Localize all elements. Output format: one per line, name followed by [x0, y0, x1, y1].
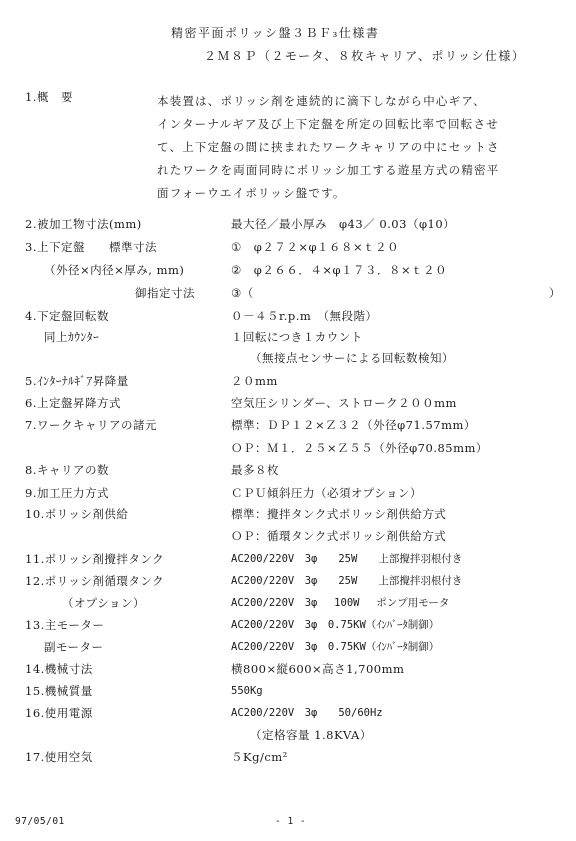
item-value: 標準：ＤＰ１２×Ｚ３２（外径φ71.57mm） — [231, 418, 476, 432]
item-value: ＯＰ：循環タンク式ポリッシ剤供給方式 — [231, 529, 447, 543]
overview-label: 1.概 要 — [25, 90, 73, 104]
overview-paragraph — [157, 90, 562, 205]
item-label: 14.機械寸法 — [25, 662, 93, 676]
item-value: 標準：攪拌タンク式ポリッシ剤供給方式 — [231, 507, 447, 521]
item-value: ② φ２６６．４×φ１７３．８×ｔ２０ — [231, 263, 448, 277]
item-value: ２０mm — [231, 374, 278, 388]
item-sublabel: （外径×内径×厚み, mm) — [44, 263, 185, 277]
item-value: AC200/220V 3φ 25W 上部攪拌羽根付き — [231, 575, 463, 587]
item-value: 最大径／最小厚み φ43／ 0.03（φ10） — [231, 217, 456, 231]
item-sublabel: （オプション） — [62, 596, 145, 610]
item-sublabel: 同上ｶｳﾝﾀｰ — [44, 330, 100, 344]
item-value-closing: ） — [549, 286, 561, 300]
item-value: 最多８枚 — [231, 463, 279, 477]
item-label: 3.上下定盤 標準寸法 — [25, 240, 157, 254]
item-value: ５Kg/cm² — [231, 750, 288, 764]
item-sublabel: 副モーター — [44, 640, 104, 654]
item-value: １回転につき１カウント — [231, 330, 363, 344]
item-label: 11.ポリッシ剤攪拌タンク — [25, 552, 165, 566]
item-label: 6.上定盤昇降方式 — [25, 396, 121, 410]
item-value: ③（ — [231, 286, 254, 300]
item-label: 2.被加工物寸法(mm) — [25, 217, 142, 231]
item-value: AC200/220V 3φ 0.75KW（ｲﾝﾊﾞｰﾀ制御） — [231, 641, 440, 653]
document-title: 精密平面ポリッシ盤３ＢＦ₃仕様書 — [171, 26, 380, 40]
item-value: 横800×縦600×高さ1,700mm — [231, 662, 405, 676]
item-label: 10.ポリッシ剤供給 — [25, 507, 129, 521]
item-value: ０－４５r.p.m （無段階） — [231, 309, 378, 323]
item-label: 15.機械質量 — [25, 684, 93, 698]
item-value: ＯＰ：Ｍ１．２５×Ｚ５５（外径φ70.85mm） — [231, 441, 488, 455]
overview-line: れたワークを両面同時にポリッシ加工する遊星方式の精密平 — [157, 163, 500, 177]
item-label: 9.加工圧力方式 — [25, 486, 109, 500]
overview-line: て、上下定盤の間に挟まれたワークキャリアの中にセットさ — [157, 140, 500, 154]
item-value: ① φ２７２×φ１６８×ｔ２０ — [231, 240, 400, 254]
item-value: AC200/220V 3φ 25W 上部攪拌羽根付き — [231, 553, 463, 565]
item-label: 4.下定盤回転数 — [25, 309, 109, 323]
item-label: 8.キャリアの数 — [25, 463, 109, 477]
footer-date: 97/05/01 — [15, 816, 65, 827]
overview-line: 本装置は、ポリッシ剤を連続的に滴下しながら中心ギア、 — [157, 94, 486, 108]
document-subtitle: ２Ｍ８Ｐ（２モータ、８枚キャリア、ポリッシ仕様） — [204, 49, 526, 63]
item-value: AC200/220V 3φ 100W ポンプ用モータ — [231, 597, 450, 609]
item-label: 12.ポリッシ剤循環タンク — [25, 574, 165, 588]
item-label: 16.使用電源 — [25, 706, 93, 720]
overview-line: インターナルギア及び上下定盤を所定の回転比率で回転させ — [157, 117, 499, 131]
item-value: AC200/220V 3φ 50/60Hz — [231, 707, 383, 719]
item-label: 17.使用空気 — [25, 750, 93, 764]
item-label: 13.主モーター — [25, 618, 105, 632]
item-label: 5.ｲﾝﾀｰﾅﾙｷﾞｱ昇降量 — [25, 374, 129, 388]
item-sublabel: 御指定寸法 — [135, 286, 195, 300]
item-value: （無接点センサーによる回転数検知） — [250, 351, 454, 365]
page-number: - 1 - — [275, 816, 307, 827]
item-value: （定格容量 1.8KVA） — [250, 728, 372, 742]
item-value: ＣＰＵ傾斜圧力（必須オプション） — [231, 486, 422, 500]
item-value: AC200/220V 3φ 0.75KW（ｲﾝﾊﾞｰﾀ制御） — [231, 619, 440, 631]
overview-line: 面フォーウエイポリッシ盤です。 — [157, 186, 346, 200]
item-value: 550Kg — [231, 685, 263, 697]
item-value: 空気圧シリンダー、ストローク２００mm — [231, 396, 457, 410]
item-label: 7.ワークキャリアの諸元 — [25, 418, 157, 432]
